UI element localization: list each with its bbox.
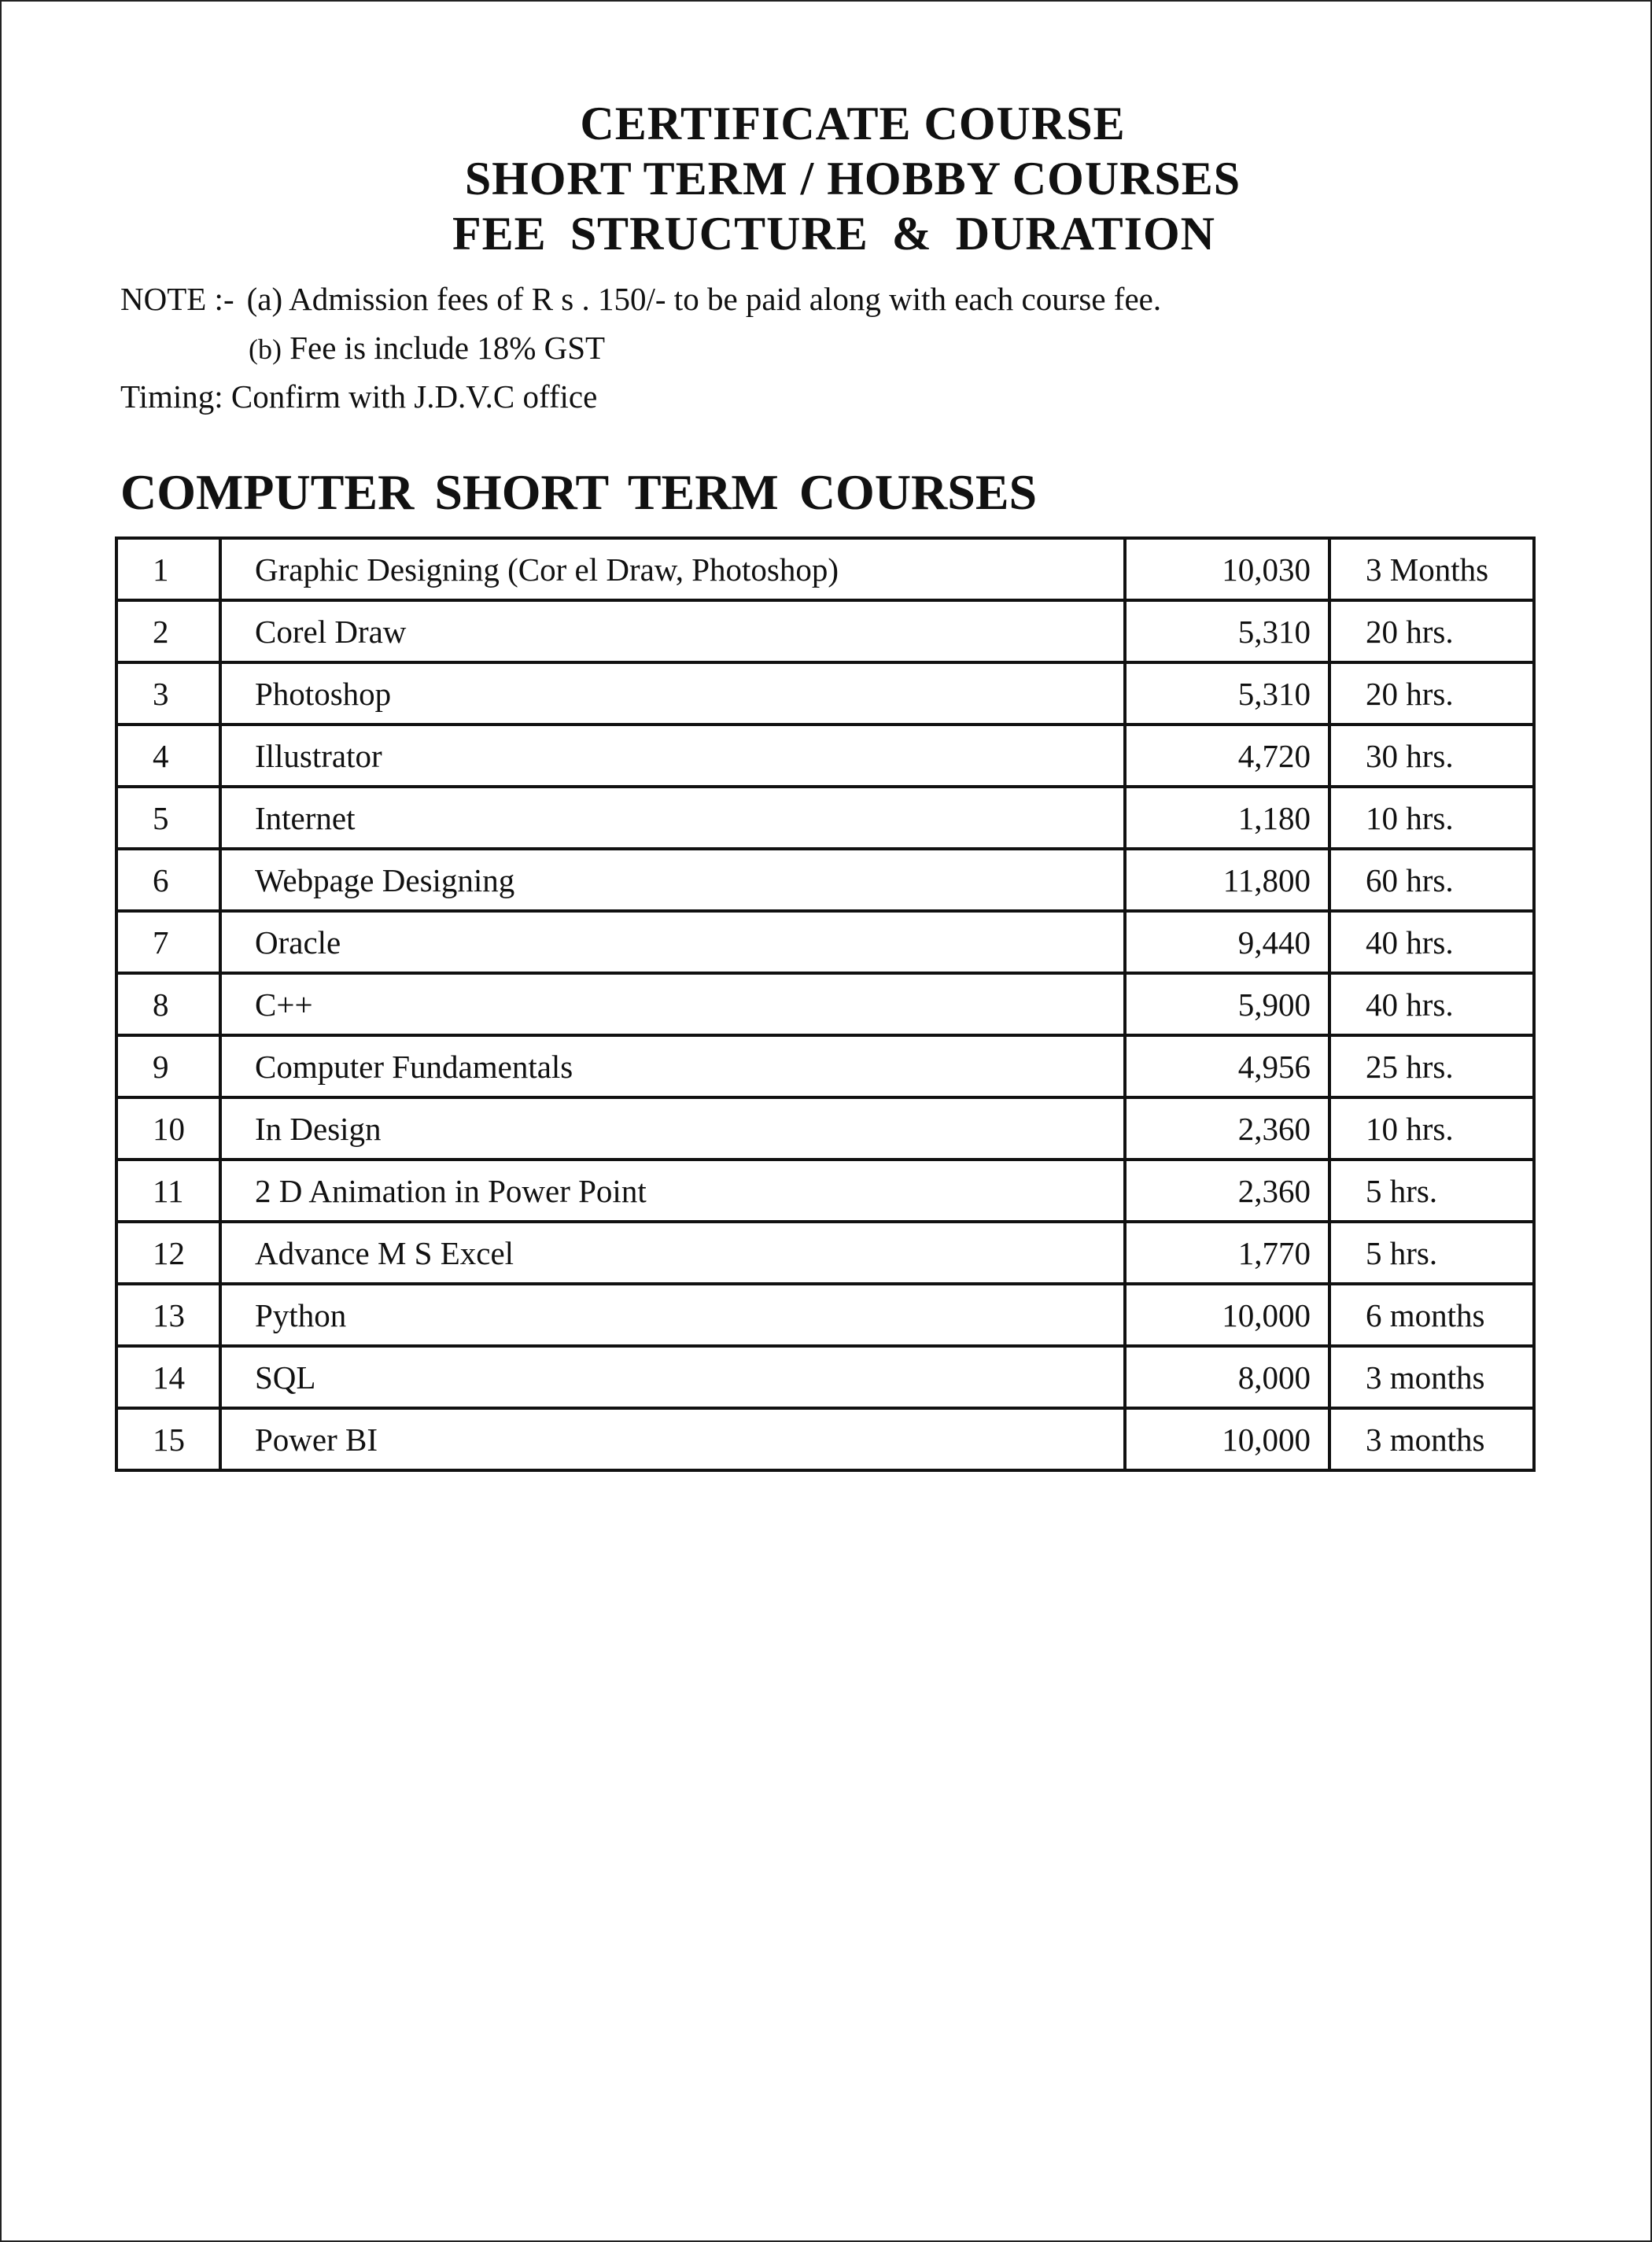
course-number: 8 [116, 973, 220, 1035]
table-row [116, 662, 1534, 725]
course-duration: 20 hrs. [1329, 662, 1534, 725]
course-number: 4 [116, 725, 220, 787]
course-duration: 5 hrs. [1329, 1222, 1534, 1284]
course-name: In Design [220, 1097, 1125, 1160]
course-number: 9 [116, 1035, 220, 1097]
table-row [116, 911, 1534, 973]
course-fee: 2,360 [1125, 1097, 1329, 1160]
course-number: 15 [116, 1408, 220, 1470]
course-fee: 4,720 [1125, 725, 1329, 787]
course-fee: 4,956 [1125, 1035, 1329, 1097]
table-row [116, 1284, 1534, 1346]
course-duration: 3 months [1329, 1346, 1534, 1408]
course-name: Oracle [220, 911, 1125, 973]
course-number: 6 [116, 849, 220, 911]
course-number: 14 [116, 1346, 220, 1408]
course-name: Graphic Designing (Cor el Draw, Photoshop) [220, 538, 1125, 600]
course-name: Advance M S Excel [220, 1222, 1125, 1284]
course-number: 1 [116, 538, 220, 600]
course-duration: 60 hrs. [1329, 849, 1534, 911]
table-row [116, 1097, 1534, 1160]
course-duration: 10 hrs. [1329, 1097, 1534, 1160]
course-duration: 3 months [1329, 1408, 1534, 1470]
course-number: 5 [116, 787, 220, 849]
table-row [116, 1408, 1534, 1470]
heading-fee-structure: FEE STRUCTURE & DURATION [452, 208, 1215, 260]
courses-table-body [116, 538, 1534, 1470]
table-row [116, 600, 1534, 662]
course-name: Python [220, 1284, 1125, 1346]
note-admission-fee [120, 279, 1161, 319]
course-duration: 30 hrs. [1329, 725, 1534, 787]
section-title: COMPUTER SHORT TERM COURSES [120, 464, 1038, 520]
course-number: 13 [116, 1284, 220, 1346]
heading-certificate-course: CERTIFICATE COURSE [580, 98, 1126, 149]
course-name: Corel Draw [220, 600, 1125, 662]
course-fee: 2,360 [1125, 1160, 1329, 1222]
table-row [116, 1346, 1534, 1408]
course-name: Webpage Designing [220, 849, 1125, 911]
course-duration: 40 hrs. [1329, 973, 1534, 1035]
course-name: 2 D Animation in Power Point [220, 1160, 1125, 1222]
course-duration: 6 months [1329, 1284, 1534, 1346]
course-name: Power BI [220, 1408, 1125, 1470]
note-label: NOTE :- [120, 281, 234, 317]
course-fee: 9,440 [1125, 911, 1329, 973]
course-name: SQL [220, 1346, 1125, 1408]
course-fee: 5,900 [1125, 973, 1329, 1035]
note-b-text: Fee is include 18% GST [289, 330, 606, 366]
course-number: 2 [116, 600, 220, 662]
course-duration: 40 hrs. [1329, 911, 1534, 973]
course-number: 12 [116, 1222, 220, 1284]
course-duration: 5 hrs. [1329, 1160, 1534, 1222]
course-duration: 25 hrs. [1329, 1035, 1534, 1097]
heading-short-term-hobby: SHORT TERM / HOBBY COURSES [464, 153, 1241, 205]
course-fee: 11,800 [1125, 849, 1329, 911]
course-fee: 5,310 [1125, 600, 1329, 662]
course-name: Illustrator [220, 725, 1125, 787]
table-row [116, 725, 1534, 787]
course-number: 3 [116, 662, 220, 725]
course-fee: 10,000 [1125, 1408, 1329, 1470]
note-b-prefix: (b) [249, 334, 282, 365]
table-row [116, 849, 1534, 911]
course-name: Internet [220, 787, 1125, 849]
table-row [116, 1035, 1534, 1097]
course-name: C++ [220, 973, 1125, 1035]
note-a-text: (a) Admission fees of R s . 150/- to be paid along with each course fee. [246, 281, 1162, 317]
course-number: 10 [116, 1097, 220, 1160]
course-name: Computer Fundamentals [220, 1035, 1125, 1097]
course-duration: 20 hrs. [1329, 600, 1534, 662]
table-row [116, 787, 1534, 849]
timing-note: Timing: Confirm with J.D.V.C office [120, 378, 598, 415]
course-fee: 1,180 [1125, 787, 1329, 849]
table-row [116, 1222, 1534, 1284]
course-fee: 10,030 [1125, 538, 1329, 600]
course-number: 7 [116, 911, 220, 973]
course-number: 11 [116, 1160, 220, 1222]
course-fee: 10,000 [1125, 1284, 1329, 1346]
course-duration: 3 Months [1329, 538, 1534, 600]
table-row [116, 973, 1534, 1035]
course-fee: 8,000 [1125, 1346, 1329, 1408]
course-fee: 1,770 [1125, 1222, 1329, 1284]
note-gst [249, 328, 605, 369]
course-fee: 5,310 [1125, 662, 1329, 725]
table-row [116, 1160, 1534, 1222]
course-duration: 10 hrs. [1329, 787, 1534, 849]
table-row [116, 538, 1534, 600]
course-name: Photoshop [220, 662, 1125, 725]
courses-table [115, 537, 1536, 1472]
